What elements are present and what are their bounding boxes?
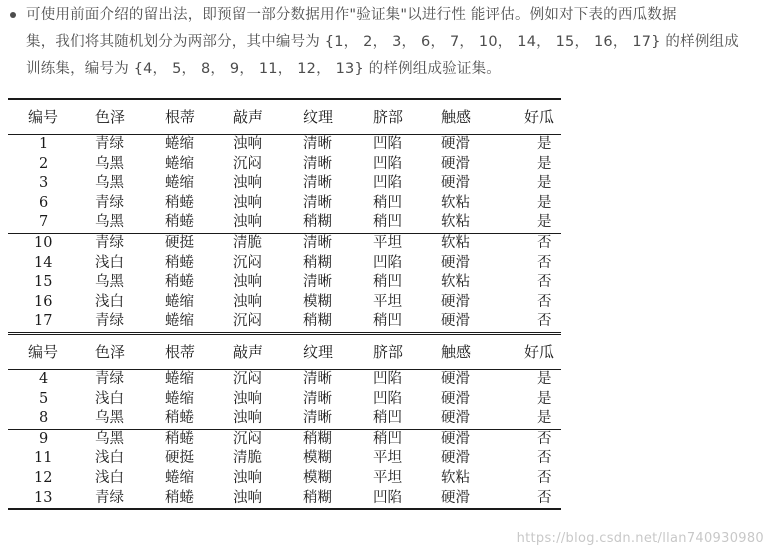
column-header: 触感: [421, 99, 493, 135]
table-cell: 稍糊: [283, 489, 353, 510]
table-cell: 1: [8, 135, 75, 155]
column-header: 色泽: [75, 99, 145, 135]
table-cell: 沉闷: [213, 429, 283, 449]
table-cell: 7: [39, 214, 49, 231]
table-cell: 否: [493, 233, 561, 253]
table-cell: 硬滑: [421, 369, 493, 389]
table-cell: 乌黑: [95, 274, 124, 291]
column-header: 纹理: [283, 99, 353, 135]
table-cell: 硬挺: [165, 450, 194, 467]
table-cell: 青绿: [75, 233, 145, 253]
table-cell: 平坦: [373, 469, 402, 486]
table-cell: 清晰: [303, 274, 332, 291]
table-cell: 6: [39, 194, 49, 211]
table-cell: 2: [39, 155, 49, 172]
table-cell: 稍凹: [373, 313, 402, 330]
table-cell: 稍蜷: [165, 214, 194, 231]
table-cell: 蜷缩: [165, 313, 194, 330]
table-cell: 浊响: [233, 469, 262, 486]
table-cell: 沉闷: [233, 254, 262, 271]
table-cell: 否: [537, 293, 552, 310]
table-row: [8, 469, 561, 489]
table-cell: 硬滑: [441, 254, 470, 271]
table-cell: 稍糊: [283, 429, 353, 449]
table-cell: 浊响: [233, 175, 262, 192]
table-cell: 乌黑: [75, 429, 145, 449]
table-cell: 稍凹: [373, 410, 402, 427]
table-cell: 蜷缩: [165, 155, 194, 172]
table-cell: 硬滑: [441, 410, 470, 427]
column-header: 脐部: [353, 333, 421, 369]
table-cell: 浅白: [95, 469, 124, 486]
table-cell: 硬滑: [441, 390, 470, 407]
table-cell: 平坦: [373, 450, 402, 467]
table-cell: 清晰: [303, 194, 332, 211]
table-cell: 蜷缩: [165, 469, 194, 486]
table-cell: 乌黑: [95, 155, 124, 172]
table-cell: 硬滑: [421, 489, 493, 510]
column-header: 色泽: [75, 333, 145, 369]
watermelon-dataset-table: [8, 98, 561, 510]
table-cell: 平坦: [373, 293, 402, 310]
table-cell: 稍凹: [373, 194, 402, 211]
table-cell: 清晰: [303, 390, 332, 407]
table-row: [8, 174, 561, 194]
table-cell: 沉闷: [233, 313, 262, 330]
table-cell: 平坦: [353, 233, 421, 253]
table-cell: 11: [34, 450, 53, 467]
table-cell: 稍蜷: [165, 410, 194, 427]
table-cell: 蜷缩: [165, 390, 194, 407]
table-cell: 清脆: [233, 450, 262, 467]
table-cell: 硬滑: [441, 175, 470, 192]
table-cell: 凹陷: [353, 135, 421, 155]
table-cell: 清晰: [283, 135, 353, 155]
table-cell: 否: [537, 313, 552, 330]
column-header: 触感: [421, 333, 493, 369]
table-row: [8, 449, 561, 469]
table-cell: 13: [8, 489, 75, 510]
table-cell: 5: [39, 390, 49, 407]
table-cell: 清晰: [303, 175, 332, 192]
table-cell: 软粘: [441, 469, 470, 486]
table-cell: 浊响: [233, 390, 262, 407]
table-cell: 10: [8, 233, 75, 253]
table-cell: 浅白: [95, 390, 124, 407]
table-cell: 稍蜷: [145, 489, 213, 510]
table-cell: 硬滑: [441, 450, 470, 467]
table-cell: 蜷缩: [145, 369, 213, 389]
table-row: [8, 489, 561, 510]
table-cell: 软粘: [441, 214, 470, 231]
watermelon-table-image: [8, 98, 561, 510]
table-cell: 青绿: [75, 369, 145, 389]
column-header: 好瓜: [493, 99, 561, 135]
table-cell: 否: [537, 254, 552, 271]
column-header: 根蒂: [145, 333, 213, 369]
table-cell: 硬滑: [421, 135, 493, 155]
table-cell: 9: [8, 429, 75, 449]
table-cell: 凹陷: [353, 489, 421, 510]
table-cell: 模糊: [303, 293, 332, 310]
table-cell: 硬挺: [145, 233, 213, 253]
table-header-row: [8, 333, 561, 369]
table-row: [8, 194, 561, 214]
table-cell: 浊响: [233, 194, 262, 211]
bullet-dot-icon: [10, 12, 16, 18]
table-row: [8, 429, 561, 449]
table-row: [8, 135, 561, 155]
table-cell: 是: [537, 410, 552, 427]
table-cell: 是: [537, 194, 552, 211]
table-cell: 15: [34, 274, 53, 291]
table-cell: 稍凹: [373, 214, 402, 231]
table-cell: 清晰: [283, 369, 353, 389]
table-cell: 16: [34, 293, 53, 310]
table-row: [8, 155, 561, 175]
table-cell: 否: [493, 429, 561, 449]
table-cell: 凹陷: [373, 155, 402, 172]
table-cell: 浊响: [233, 293, 262, 310]
table-cell: 青绿: [75, 135, 145, 155]
table-cell: 硬滑: [441, 155, 470, 172]
table-cell: 稍蜷: [145, 429, 213, 449]
table-cell: 浊响: [233, 274, 262, 291]
column-header: 根蒂: [145, 99, 213, 135]
table-cell: 稍蜷: [165, 254, 194, 271]
table-cell: 稍糊: [303, 313, 332, 330]
table-cell: 硬滑: [421, 429, 493, 449]
table-cell: 凹陷: [373, 175, 402, 192]
column-header: 纹理: [283, 333, 353, 369]
table-cell: 否: [537, 274, 552, 291]
table-cell: 4: [8, 369, 75, 389]
table-cell: 硬滑: [441, 313, 470, 330]
table-cell: 否: [537, 450, 552, 467]
table-cell: 浅白: [95, 293, 124, 310]
table-cell: 凹陷: [373, 254, 402, 271]
table-header-row: [8, 99, 561, 135]
table-cell: 青绿: [95, 194, 124, 211]
intro-paragraph: [26, 2, 765, 83]
table-cell: 稍凹: [373, 274, 402, 291]
table-cell: 稍凹: [353, 429, 421, 449]
table-cell: 乌黑: [95, 175, 124, 192]
table-cell: 蜷缩: [165, 293, 194, 310]
table-row: [8, 273, 561, 293]
column-header: 编号: [8, 99, 75, 135]
table-cell: 浊响: [213, 489, 283, 510]
table-cell: 浊响: [233, 214, 262, 231]
table-cell: 蜷缩: [145, 135, 213, 155]
table-row: [8, 390, 561, 410]
table-cell: 是: [493, 135, 561, 155]
table-row: [8, 369, 561, 389]
column-header: 敲声: [213, 99, 283, 135]
table-cell: 模糊: [303, 469, 332, 486]
column-header: 编号: [8, 333, 75, 369]
table-cell: 凹陷: [353, 369, 421, 389]
table-cell: 软粘: [441, 194, 470, 211]
table-cell: 蜷缩: [165, 175, 194, 192]
table-row: [8, 409, 561, 429]
intro-line-3: 训练集，编号为 {4， 5， 8， 9， 11， 12， 13} 的样例组成验证集。: [26, 61, 501, 77]
column-header: 好瓜: [493, 333, 561, 369]
table-cell: 14: [34, 254, 53, 271]
table-cell: 稍糊: [303, 214, 332, 231]
table-cell: 8: [39, 410, 49, 427]
intro-bullet: [10, 2, 765, 83]
table-cell: 乌黑: [95, 410, 124, 427]
table-cell: 稍蜷: [165, 194, 194, 211]
column-header: 敲声: [213, 333, 283, 369]
table-cell: 是: [493, 369, 561, 389]
table-row: [8, 254, 561, 274]
table-row: [8, 293, 561, 313]
intro-line-1: 可使用前面介绍的留出法，即预留一部分数据用作"验证集"以进行性 能评估。例如对下表的西瓜数据: [26, 7, 677, 23]
table-cell: 17: [34, 313, 53, 330]
table-cell: 12: [34, 469, 53, 486]
table-cell: 3: [39, 175, 49, 192]
table-cell: 浊响: [213, 135, 283, 155]
table-cell: 清晰: [303, 155, 332, 172]
table-cell: 稍糊: [303, 254, 332, 271]
table-cell: 模糊: [303, 450, 332, 467]
table-cell: 是: [537, 214, 552, 231]
table-cell: 清晰: [283, 233, 353, 253]
table-cell: 软粘: [421, 233, 493, 253]
table-cell: 是: [537, 175, 552, 192]
table-row: [8, 233, 561, 253]
table-cell: 浅白: [95, 254, 124, 271]
column-header: 脐部: [353, 99, 421, 135]
watermark-text: https://blog.csdn.net/llan740930980: [516, 531, 764, 546]
table-cell: 凹陷: [373, 390, 402, 407]
table-cell: 清晰: [303, 410, 332, 427]
table-cell: 沉闷: [213, 369, 283, 389]
intro-line-2: 集，我们将其随机划分为两部分，其中编号为 {1， 2， 3， 6， 7， 10， 14， 15， 16， 17} 的样例组成: [26, 34, 739, 50]
table-cell: 稍蜷: [165, 274, 194, 291]
table-cell: 是: [537, 390, 552, 407]
table-cell: 否: [493, 489, 561, 510]
table-cell: 浊响: [233, 410, 262, 427]
table-row: [8, 213, 561, 233]
table-cell: 沉闷: [233, 155, 262, 172]
table-cell: 软粘: [441, 274, 470, 291]
table-cell: 是: [537, 155, 552, 172]
table-cell: 浅白: [95, 450, 124, 467]
table-cell: 青绿: [95, 313, 124, 330]
table-cell: 否: [537, 469, 552, 486]
table-cell: 青绿: [75, 489, 145, 510]
table-cell: 乌黑: [95, 214, 124, 231]
table-cell: 硬滑: [441, 293, 470, 310]
table-row: [8, 312, 561, 333]
table-cell: 清脆: [213, 233, 283, 253]
